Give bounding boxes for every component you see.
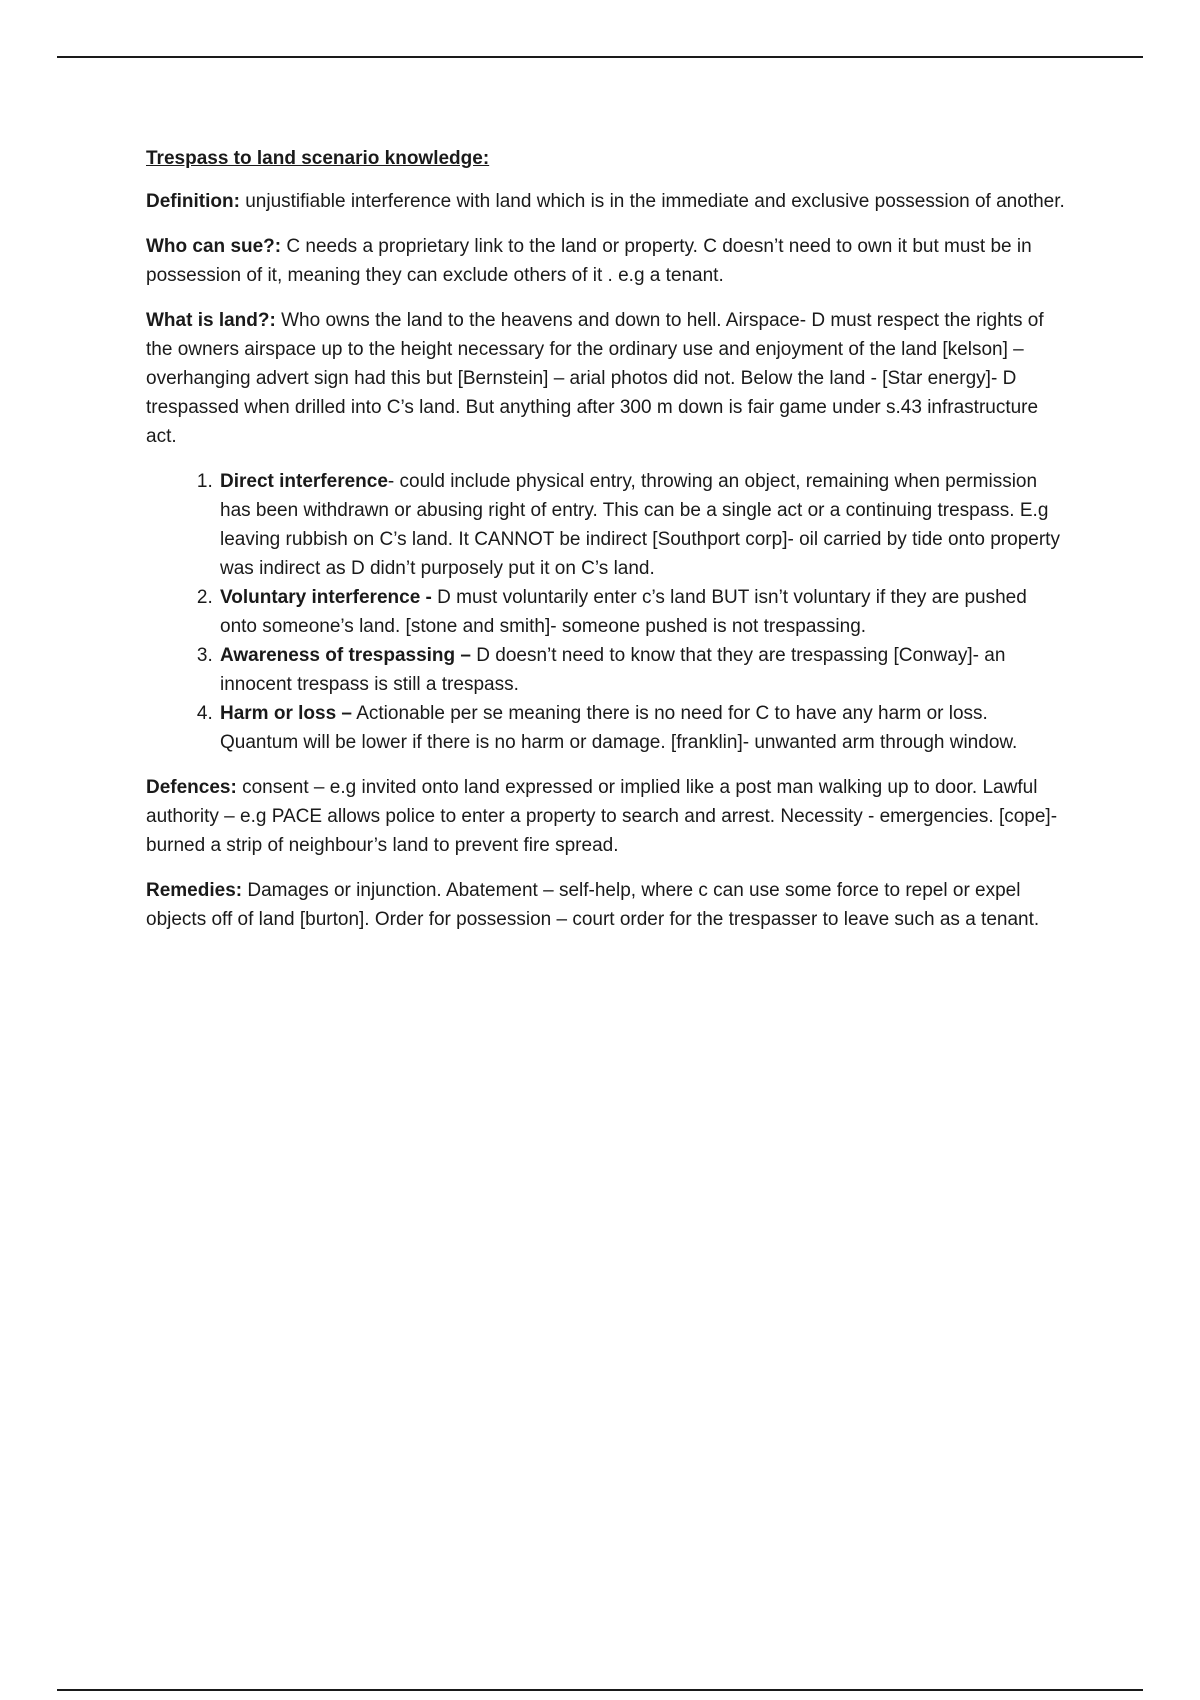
what-is-land-label: What is land?: — [146, 310, 276, 331]
what-is-land-paragraph — [146, 306, 1066, 451]
document-title: Trespass to land scenario knowledge: — [146, 148, 490, 169]
definition-label: Definition: — [146, 191, 240, 212]
definition-paragraph — [146, 187, 1066, 216]
who-can-sue-label: Who can sue?: — [146, 236, 282, 257]
header-rule — [57, 56, 1143, 58]
remedies-label: Remedies: — [146, 880, 243, 901]
list-item-label: Harm or loss – — [220, 703, 352, 724]
remedies-text: Damages or injunction. Abatement – self-help, where c can use some force to repel or expel objects off of land [burton]. Order for possession – court order for the trespasser to leave such as a tenant. — [146, 880, 1040, 930]
what-is-land-text: Who owns the land to the heavens and down to hell. Airspace- D must respect the rights of the owners airspace up to the height necessary for the ordinary use and enjoyment of the land [kelson] – overhanging advert sign had this but [Bernstein] – arial photos did not. Below the land - [Star energy]- D trespassed when drilled into C’s land. But anything after 300 m down is fair game under s.43 infrastructure act. — [146, 310, 1044, 447]
list-item-text: - could include physical entry, throwing an object, remaining when permission has been withdrawn or abusing right of entry. This can be a single act or a continuing trespass. E.g leaving rubbish on C’s land. It CANNOT be indirect [Southport corp]- oil carried by tide onto property was indirect as D didn’t purposely put it on C’s land. — [220, 471, 1060, 579]
who-can-sue-text: C needs a proprietary link to the land or property. C doesn’t need to own it but must be in possession of it, meaning they can exclude others of it . e.g a tenant. — [146, 236, 1032, 286]
defences-label: Defences: — [146, 777, 237, 798]
list-item-harm-or-loss — [218, 699, 1066, 757]
list-item-label: Direct interference — [220, 471, 388, 492]
who-can-sue-paragraph — [146, 232, 1066, 290]
defences-paragraph — [146, 773, 1066, 860]
list-item-text: D must voluntarily enter c’s land BUT isn’t voluntary if they are pushed onto someone’s land. [stone and smith]- someone pushed is not trespassing. — [220, 587, 1027, 637]
footer-rule — [57, 1689, 1143, 1691]
list-item-text: D doesn’t need to know that they are trespassing [Conway]- an innocent trespass is still a trespass. — [220, 645, 1006, 695]
document-body — [146, 144, 1066, 950]
elements-list — [146, 467, 1066, 757]
list-item-awareness — [218, 641, 1066, 699]
list-item-direct-interference — [218, 467, 1066, 583]
list-item-text: Actionable per se meaning there is no need for C to have any harm or loss. Quantum will be lower if there is no harm or damage. [franklin]- unwanted arm through window. — [220, 703, 1018, 753]
list-item-label: Voluntary interference - — [220, 587, 438, 608]
defences-text: consent – e.g invited onto land expressed or implied like a post man walking up to door. Lawful authority – e.g PACE allows police to enter a property to search and arrest. Necessity - emergencies. [cope]- burned a strip of neighbour’s land to prevent fire spread. — [146, 777, 1058, 856]
definition-text: unjustifiable interference with land which is in the immediate and exclusive possession of another. — [239, 191, 1065, 212]
remedies-paragraph — [146, 876, 1066, 934]
list-item-label: Awareness of trespassing – — [220, 645, 471, 666]
list-item-voluntary-interference — [218, 583, 1066, 641]
